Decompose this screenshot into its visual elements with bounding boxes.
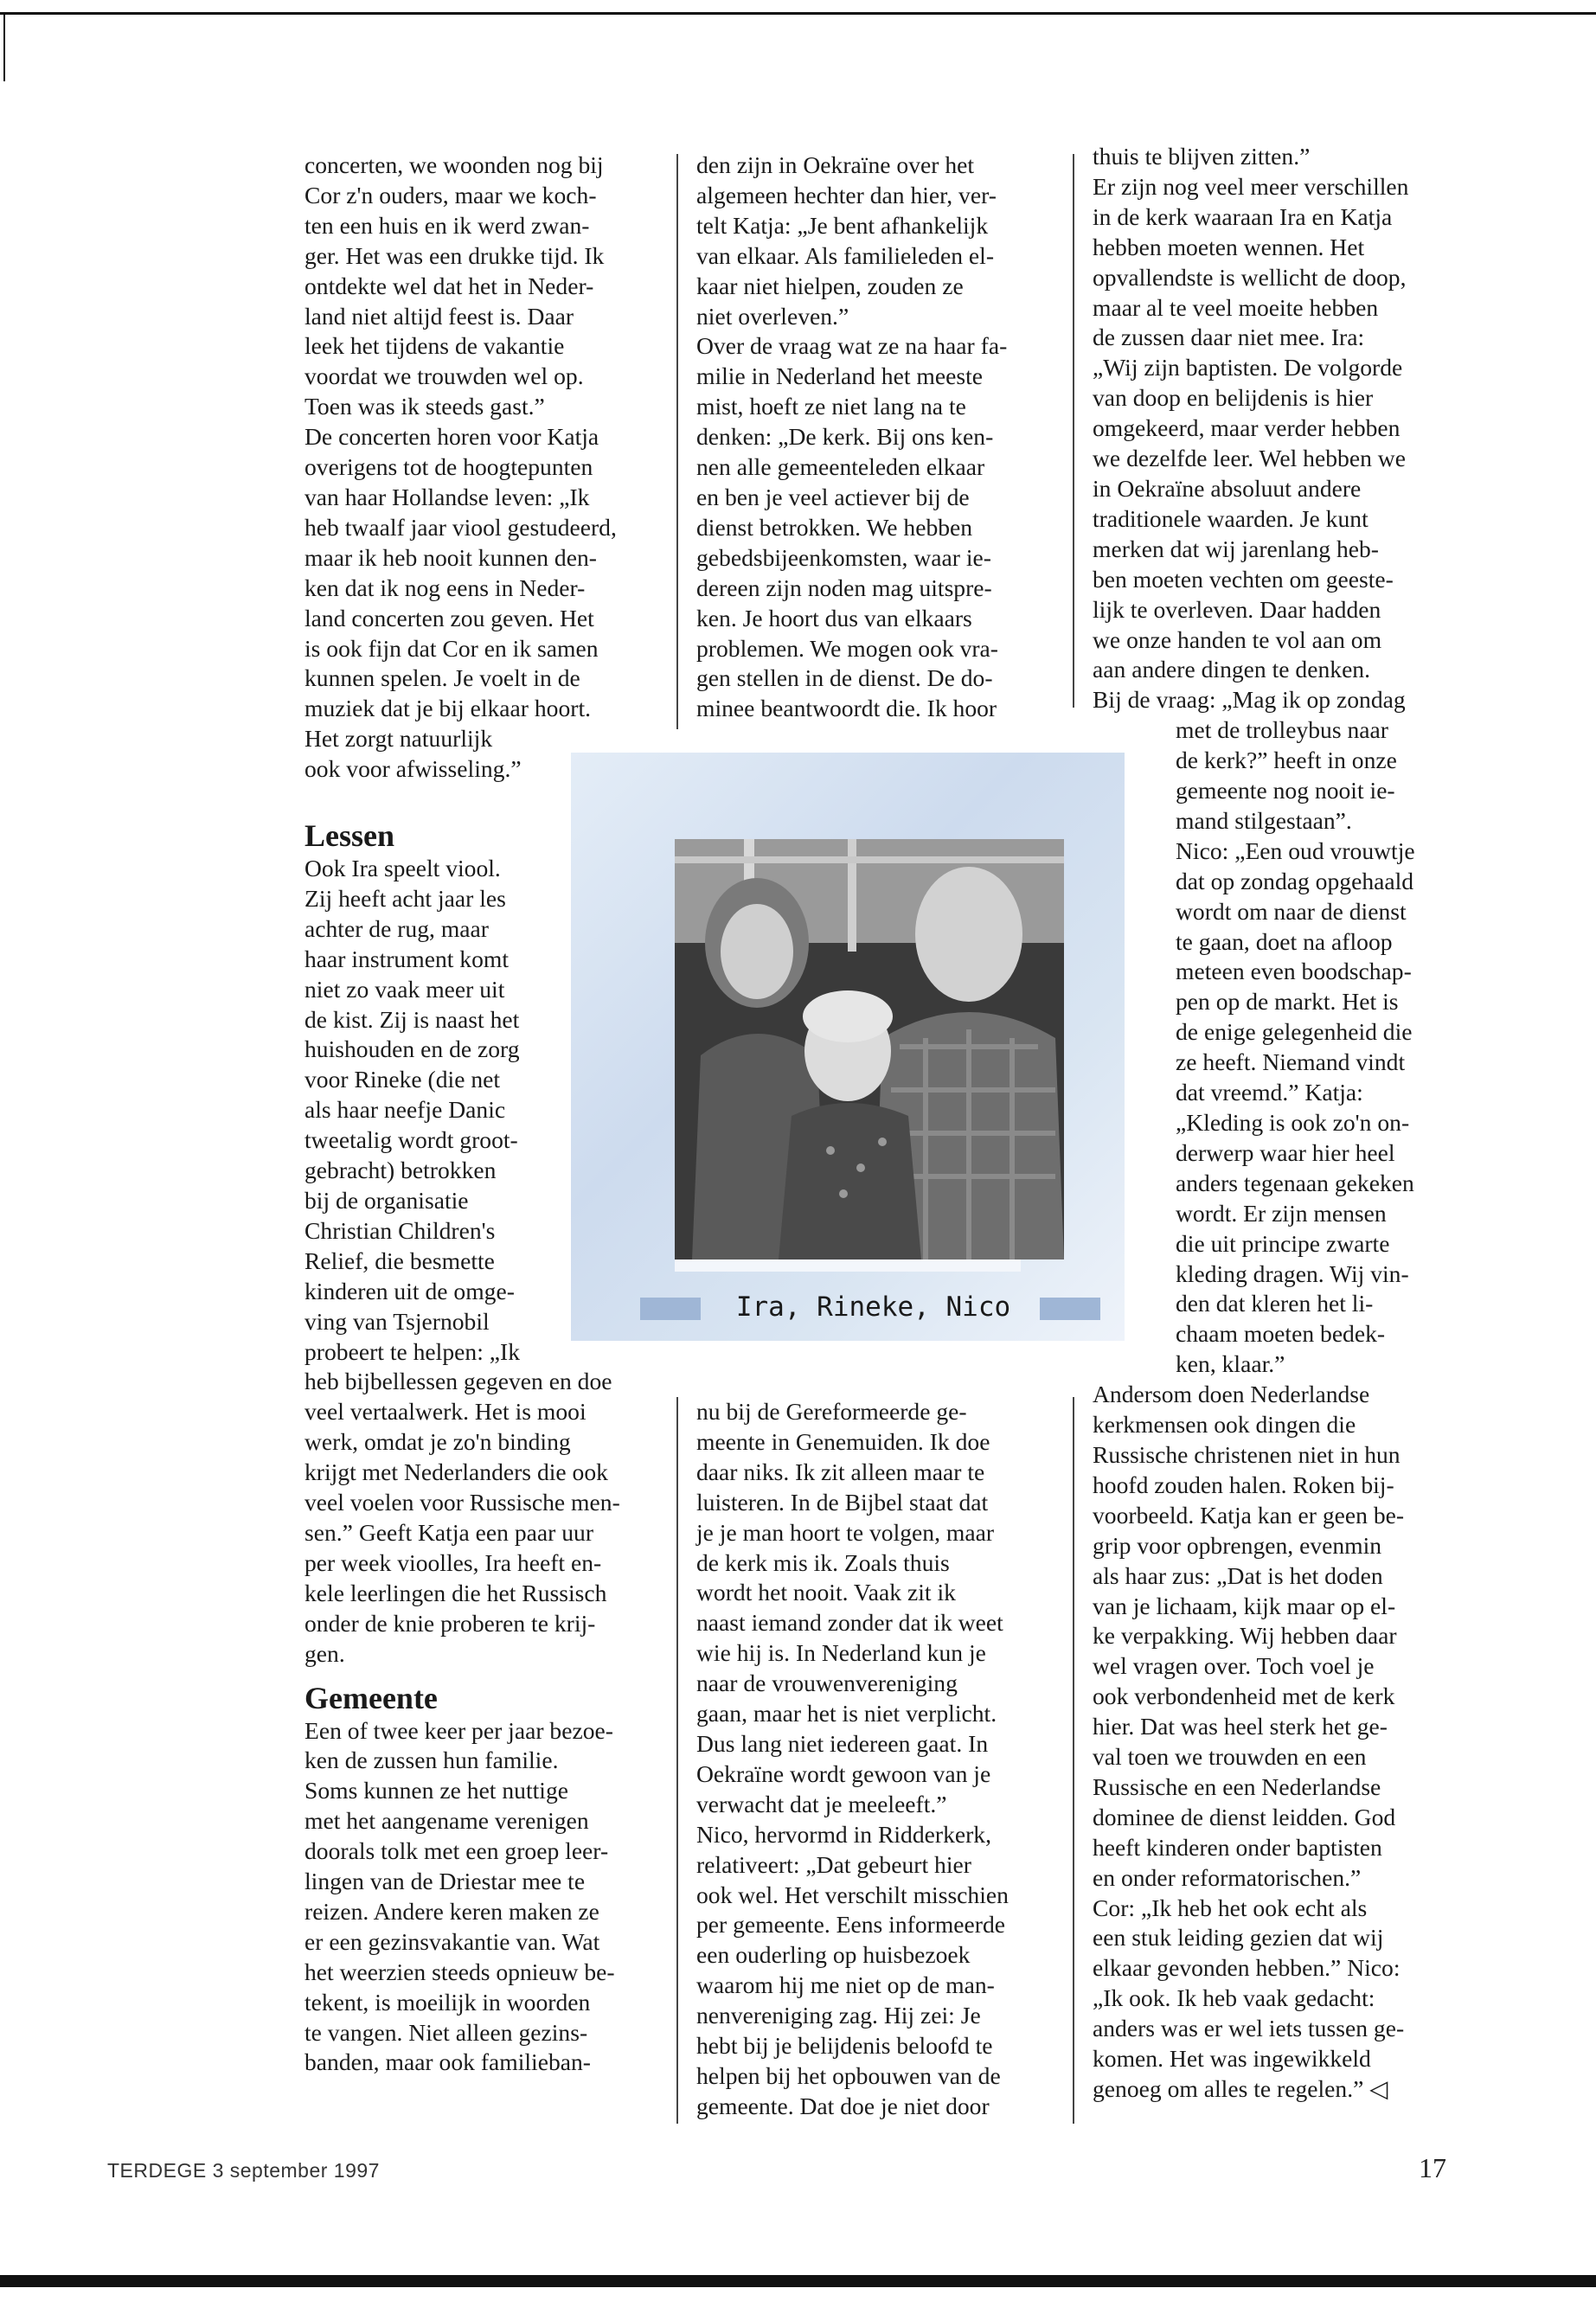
text-line: ben moeten vechten om geeste- — [1093, 565, 1394, 593]
text-line: overigens tot de hoogtepunten — [304, 453, 593, 481]
text-line: den dat kleren het li- — [1176, 1290, 1374, 1317]
column-3 — [1093, 142, 1456, 2105]
text-line: Toen was ik steeds gast.” — [304, 393, 545, 420]
text-line: dienst betrokken. We hebben — [696, 513, 973, 541]
text-line: de zussen daar niet mee. Ira: — [1093, 324, 1365, 351]
publication-footer: TERDEGE 3 september 1997 — [107, 2159, 380, 2182]
text-line: haar instrument komt — [304, 945, 510, 972]
text-line: ook verbondenheid met de kerk — [1093, 1682, 1395, 1710]
text-line: minee beantwoordt die. Ik hoor — [696, 695, 997, 722]
text-line: van haar Hollandse leven: „Ik — [304, 483, 590, 510]
text-line: problemen. We mogen ook vra- — [696, 634, 998, 662]
text-line: ger. Het was een drukke tijd. Ik — [304, 241, 605, 269]
text-line: omgekeerd, maar verder hebben — [1093, 414, 1401, 442]
text-line: heeft kinderen onder baptisten — [1093, 1833, 1382, 1861]
text-line: veel vertaalwerk. Het is mooi — [304, 1398, 586, 1426]
section-heading-lessen: Lessen — [304, 818, 395, 854]
text-line: gemeente. Dat doe je niet door — [696, 2092, 990, 2119]
text-line: dereen zijn noden mag uitspre- — [696, 574, 992, 601]
text-line: probeert te helpen: „Ik — [304, 1337, 520, 1365]
text-line: genoeg om alles te regelen.” ◁ — [1093, 2075, 1388, 2102]
section-heading-gemeente: Gemeente — [304, 1680, 438, 1715]
text-line: onder de knie proberen te krij- — [304, 1609, 596, 1637]
text-line: in de kerk waaraan Ira en Katja — [1093, 202, 1393, 230]
text-line: luisteren. In de Bijbel staat dat — [696, 1488, 989, 1516]
text-line: land niet altijd feest is. Daar — [304, 302, 574, 330]
text-line: dominee de dienst leidden. God — [1093, 1803, 1396, 1830]
text-line: milie in Nederland het meeste — [696, 362, 984, 390]
text-line: Soms kunnen ze het nuttige — [304, 1777, 569, 1804]
text-line: ken de zussen hun familie. — [304, 1747, 559, 1774]
text-line: we dezelfde leer. Wel hebben we — [1093, 445, 1406, 472]
text-line: dat op zondag opgehaald — [1176, 867, 1414, 894]
text-line: te vangen. Niet alleen gezins- — [304, 2018, 588, 2046]
text-line: kleding dragen. Wij vin- — [1176, 1259, 1409, 1287]
column-3-indented — [1093, 715, 1456, 1380]
family-photo — [675, 839, 1064, 1259]
text-line: een stuk leiding gezien dat wij — [1093, 1924, 1384, 1952]
text-line: Oekraïne wordt gewoon van je — [696, 1759, 991, 1787]
text-line: te gaan, doet na afloop — [1176, 927, 1393, 955]
text-line: naast iemand zonder dat ik weet — [696, 1609, 1003, 1637]
text-line: in Oekraïne absoluut andere — [1093, 474, 1362, 502]
text-line: derwerp waar hier heel — [1176, 1138, 1395, 1166]
text-line: ken, klaar.” — [1176, 1350, 1285, 1378]
text-line: elkaar gevonden hebben.” Nico: — [1093, 1954, 1401, 1982]
text-line: kaar niet hielpen, zouden ze — [696, 272, 964, 299]
text-line: Andersom doen Nederlandse — [1093, 1381, 1370, 1408]
text-line: als haar zus: „Dat is het doden — [1093, 1561, 1383, 1589]
text-line: met het aangename verenigen — [304, 1807, 589, 1835]
text-line: leek het tijdens de vakantie — [304, 332, 565, 360]
bottom-rule — [0, 2275, 1596, 2287]
text-line: thuis te blijven zitten.” — [1093, 143, 1311, 170]
text-line: muziek dat je bij elkaar hoort. — [304, 695, 592, 722]
text-line: daar niks. Ik zit alleen maar te — [696, 1458, 985, 1485]
text-line: van doop en belijdenis is hier — [1093, 384, 1374, 412]
text-line: Relief, die besmette — [304, 1247, 495, 1274]
text-line: mist, hoeft ze niet lang na te — [696, 393, 966, 420]
text-line: de kerk mis ik. Zoals thuis — [696, 1548, 950, 1576]
text-line: kunnen spelen. Je voelt in de — [304, 664, 580, 692]
text-line: sen.” Geeft Katja een paar uur — [304, 1518, 594, 1546]
text-line: bij de organisatie — [304, 1187, 469, 1214]
text-line: van elkaar. Als familieleden el- — [696, 241, 995, 269]
text-line: maar ik heb nooit kunnen den- — [304, 543, 597, 571]
text-line: helpen bij het opbouwen van de — [696, 2061, 1001, 2089]
text-line: reizen. Andere keren maken ze — [304, 1897, 599, 1925]
text-line: krijgt met Nederlanders die ook — [304, 1458, 608, 1486]
text-line: telt Katja: „Je bent afhankelijk — [696, 211, 989, 239]
text-line: ontdekte wel dat het in Neder- — [304, 272, 594, 299]
text-line: de enige gelegenheid die — [1176, 1018, 1413, 1046]
text-line: tweetalig wordt groot- — [304, 1126, 518, 1154]
text-line: „Ik ook. Ik heb vaak gedacht: — [1093, 1984, 1375, 2012]
text-line: van je lichaam, kijk maar op el- — [1093, 1592, 1396, 1619]
text-line: ook wel. Het verschilt misschien — [696, 1881, 1009, 1908]
text-line: ke verpakking. Wij hebben daar — [1093, 1622, 1397, 1650]
text-line: „Wij zijn baptisten. De volgorde — [1093, 354, 1403, 381]
text-line: land concerten zou geven. Het — [304, 604, 594, 631]
text-line: Cor: „Ik heb het ook echt als — [1093, 1894, 1368, 1921]
text-line: chaam moeten bedek- — [1176, 1320, 1386, 1348]
text-line: Russische en een Nederlandse — [1093, 1772, 1381, 1800]
text-line: en ben je veel actiever bij de — [696, 483, 970, 510]
text-line: concerten, we woonden nog bij — [304, 151, 604, 178]
text-line: ken. Je hoort dus van elkaars — [696, 604, 972, 631]
text-line: kinderen uit de omge- — [304, 1277, 515, 1304]
text-line: gaan, maar het is niet verplicht. — [696, 1700, 997, 1727]
text-line: kele leerlingen die het Russisch — [304, 1579, 607, 1606]
text-line: heb bijbellessen gegeven en doe — [304, 1368, 612, 1395]
text-line: Russische christenen niet in hun — [1093, 1440, 1401, 1468]
text-line: achter de rug, maar — [304, 914, 489, 942]
text-line: De concerten horen voor Katja — [304, 423, 599, 451]
text-line: wordt. Er zijn mensen — [1176, 1199, 1387, 1227]
text-line: het weerzien steeds opnieuw be- — [304, 1958, 615, 1985]
text-line: lijk te overleven. Daar hadden — [1093, 595, 1381, 623]
text-line: nenvereniging zag. Hij zei: Je — [696, 2002, 981, 2029]
text-line: naar de vrouwenvereniging — [696, 1670, 958, 1697]
text-line: als haar neefje Danic — [304, 1096, 506, 1124]
text-line: Er zijn nog veel meer verschillen — [1093, 172, 1409, 200]
photo-caption: Ira, Rineke, Nico — [735, 1292, 1011, 1323]
text-line: gebedsbijeenkomsten, waar ie- — [696, 543, 991, 571]
text-line: ook voor afwisseling.” — [304, 755, 522, 783]
text-line: die uit principe zwarte — [1176, 1229, 1390, 1257]
text-line: algemeen hechter dan hier, ver- — [696, 181, 997, 208]
text-line: ze heeft. Niemand vindt — [1176, 1048, 1406, 1076]
text-line: nen alle gemeenteleden elkaar — [696, 453, 985, 481]
text-line: hier. Dat was heel sterk het ge- — [1093, 1713, 1388, 1740]
left-edge-rule — [3, 12, 5, 81]
text-line: er een gezinsvakantie van. Wat — [304, 1927, 600, 1955]
text-line: wel vragen over. Toch voel je — [1093, 1652, 1375, 1680]
text-line: en onder reformatorischen.” — [1093, 1863, 1362, 1891]
text-line: ving van Tsjernobil — [304, 1307, 490, 1335]
text-line: kerkmensen ook dingen die — [1093, 1411, 1356, 1439]
text-line: tekent, is moeilijk in woorden — [304, 1988, 591, 2016]
text-line: niet zo vaak meer uit — [304, 975, 505, 1003]
text-line: wordt om naar de dienst — [1176, 897, 1407, 925]
text-line: opvallendste is wellicht de doop, — [1093, 263, 1407, 291]
text-line: maar al te veel moeite hebben — [1093, 293, 1379, 321]
column-1-intro — [304, 151, 676, 785]
text-line: Zij heeft acht jaar les — [304, 884, 506, 912]
text-line: we onze handen te vol aan om — [1093, 625, 1382, 653]
text-line: niet overleven.” — [696, 302, 849, 330]
text-line: Nico, hervormd in Ridderkerk, — [696, 1820, 992, 1848]
text-line: Het zorgt natuurlijk — [304, 725, 493, 753]
text-line: verwacht dat je meeleeft.” — [696, 1790, 947, 1817]
text-line: voor Rineke (die net — [304, 1066, 501, 1093]
text-line: voorbeeld. Katja kan er geen be- — [1093, 1501, 1405, 1529]
text-line: val toen we trouwden en een — [1093, 1743, 1367, 1771]
text-line: gemeente nog nooit ie- — [1176, 777, 1395, 804]
text-line: pen op de markt. Het is — [1176, 988, 1399, 1016]
text-line: de kerk?” heeft in onze — [1176, 747, 1397, 774]
text-line: aan andere dingen te denken. — [1093, 656, 1371, 683]
text-line: ken dat ik nog eens in Neder- — [304, 574, 586, 601]
text-line: Ook Ira speelt viool. — [304, 855, 501, 882]
text-line: meteen even boodschap- — [1176, 958, 1412, 985]
text-line: met de trolleybus naar — [1176, 716, 1388, 744]
text-line: gen. — [304, 1639, 345, 1667]
text-line: anders was er wel iets tussen ge- — [1093, 2015, 1405, 2042]
text-line: Bij de vraag: „Mag ik op zondag — [1093, 686, 1406, 714]
text-line: voordat we trouwden wel op. — [304, 362, 584, 390]
text-line: dat vreemd.” Katja: — [1176, 1079, 1363, 1106]
text-line: is ook fijn dat Cor en ik samen — [304, 634, 599, 662]
text-line: veel voelen voor Russische men- — [304, 1489, 620, 1516]
text-line: een ouderling op huisbezoek — [696, 1941, 971, 1969]
text-line: doorals tolk met een groep leer- — [304, 1837, 609, 1865]
text-line: per week vioolles, Ira heeft en- — [304, 1548, 602, 1576]
text-line: meente in Genemuiden. Ik doe — [696, 1427, 990, 1455]
text-line: merken dat wij jarenlang heb- — [1093, 535, 1379, 562]
text-line: hebben moeten wennen. Het — [1093, 233, 1365, 260]
text-line: Christian Children's — [304, 1216, 496, 1244]
text-line: huishouden en de zorg — [304, 1035, 520, 1063]
text-line: Dus lang niet iedereen gaat. In — [696, 1729, 989, 1757]
text-line: nu bij de Gereformeerde ge- — [696, 1398, 967, 1425]
text-line: wie hij is. In Nederland kun je — [696, 1639, 986, 1667]
text-line: denken: „De kerk. Bij ons ken- — [696, 423, 994, 451]
text-line: per gemeente. Eens informeerde — [696, 1911, 1006, 1939]
text-line: Over de vraag wat ze na haar fa- — [696, 332, 1008, 360]
text-line: Nico: „Een oud vrouwtje — [1176, 836, 1415, 864]
text-line: Een of twee keer per jaar bezoe- — [304, 1716, 613, 1744]
text-line: heb twaalf jaar viool gestudeerd, — [304, 513, 617, 541]
text-line: komen. Het was ingewikkeld — [1093, 2045, 1371, 2073]
family-photo-illustration — [675, 839, 1064, 1259]
text-line: wordt het nooit. Vaak zit ik — [696, 1579, 956, 1606]
text-line: den zijn in Oekraïne over het — [696, 151, 975, 178]
text-line: hoofd zouden halen. Roken bij- — [1093, 1471, 1394, 1498]
text-line: gen stellen in de dienst. De do- — [696, 664, 993, 692]
text-line: grip voor opbrengen, evenmin — [1093, 1531, 1382, 1559]
text-line: mand stilgestaan”. — [1176, 806, 1352, 834]
text-line: Cor z'n ouders, maar we koch- — [304, 181, 597, 208]
text-line: gebracht) betrokken — [304, 1157, 497, 1184]
text-line: ten een huis en ik werd zwan- — [304, 211, 590, 239]
text-line: je je man hoort te volgen, maar — [696, 1518, 995, 1546]
top-rule — [0, 12, 1596, 15]
text-line: anders tegenaan gekeken — [1176, 1169, 1414, 1196]
text-line: lingen van de Driestar mee te — [304, 1868, 586, 1895]
text-line: banden, maar ook familieban- — [304, 2048, 591, 2076]
text-line: relativeert: „Dat gebeurt hier — [696, 1850, 971, 1878]
column-2-top — [696, 151, 1094, 724]
column-divider — [676, 154, 678, 729]
text-line: werk, omdat je zo'n binding — [304, 1428, 571, 1456]
text-line: waarom hij me niet op de man- — [696, 1971, 995, 1999]
text-line: traditionele waarden. Je kunt — [1093, 504, 1368, 532]
text-line: hebt bij je belijdenis beloofd te — [696, 2032, 993, 2060]
text-line: „Kleding is ook zo'n on- — [1176, 1109, 1410, 1136]
column-1-gemeente — [304, 1716, 676, 2079]
column-2-bottom — [696, 1397, 1094, 2122]
text-line: de kist. Zij is naast het — [304, 1005, 520, 1033]
column-divider — [676, 1397, 678, 2124]
page-number: 17 — [1419, 2152, 1446, 2183]
